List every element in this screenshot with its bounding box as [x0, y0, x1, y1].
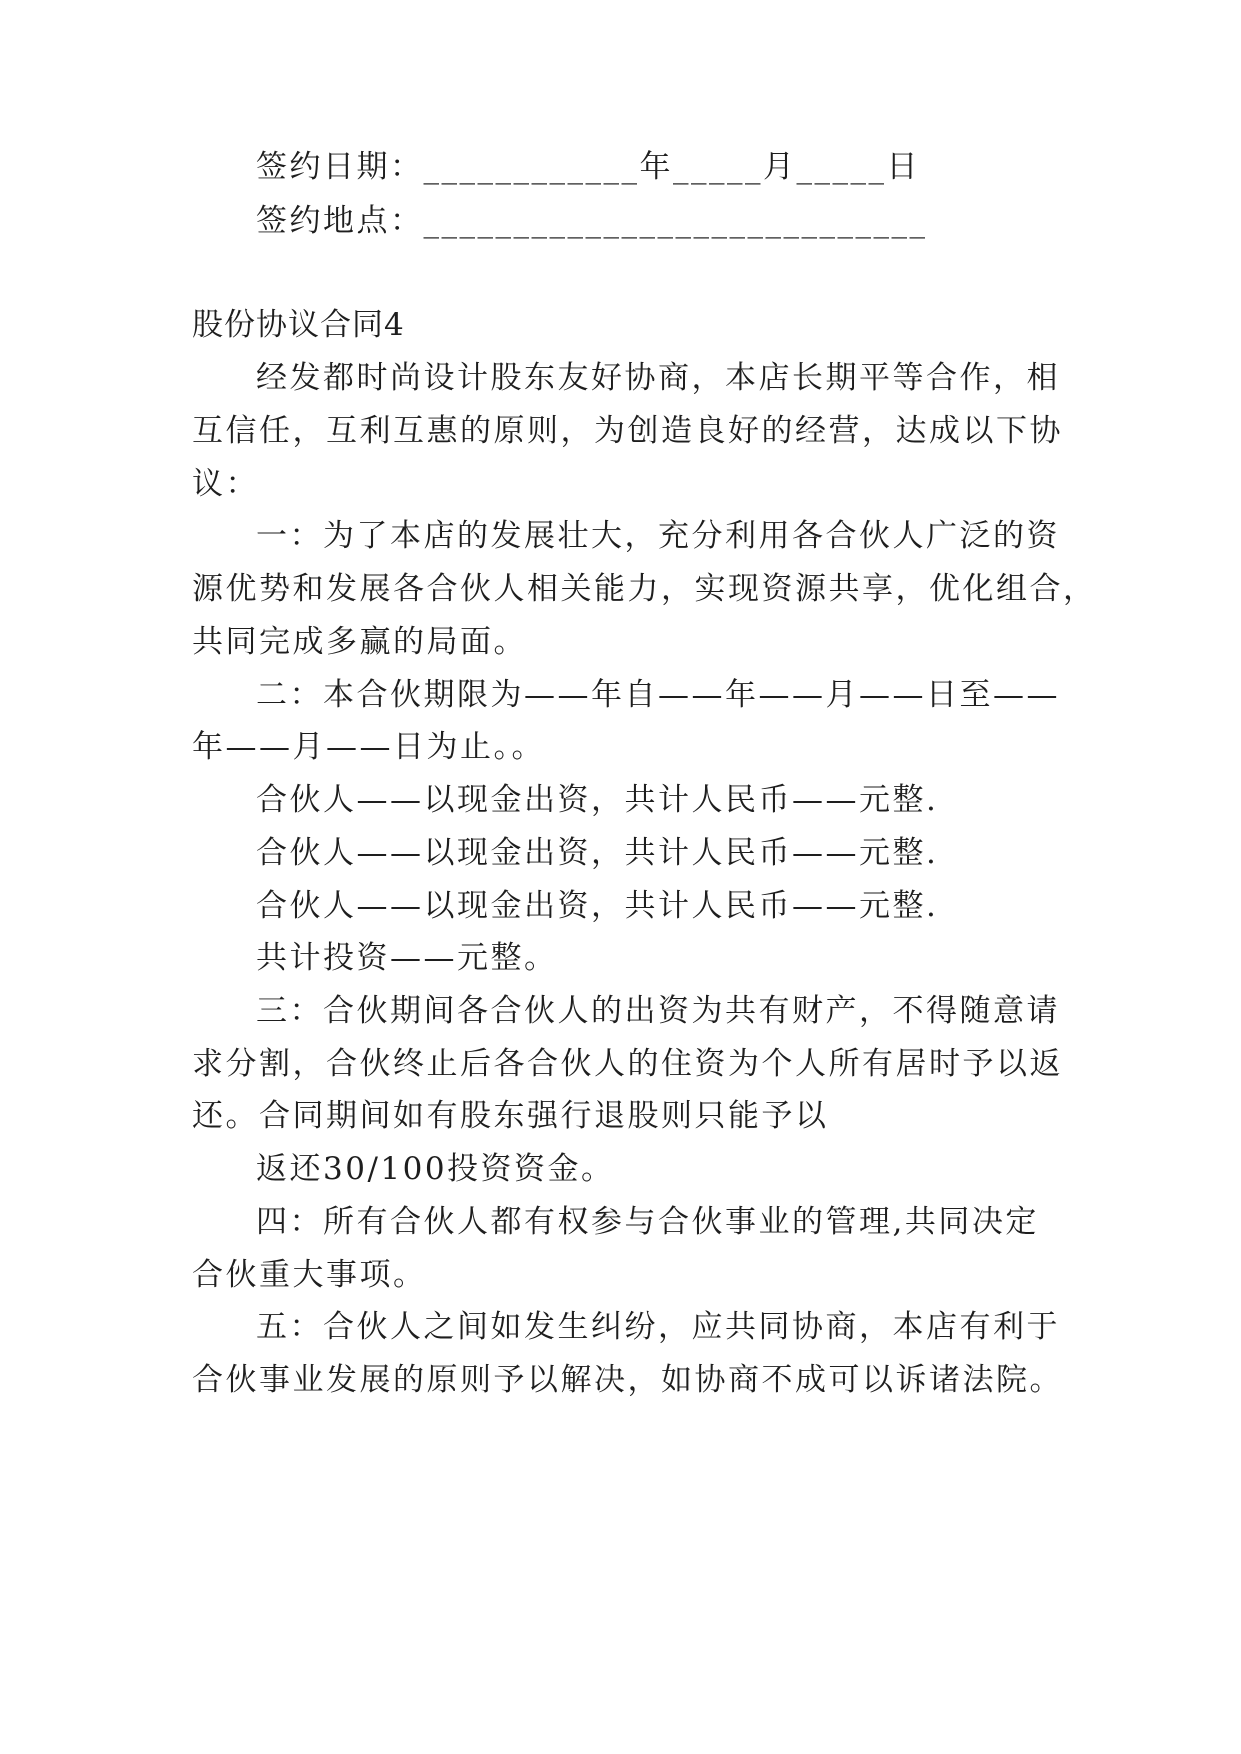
- paragraph-line: 四：所有合伙人都有权参与合伙事业的管理,共同决定: [256, 1204, 1039, 1240]
- paragraph-line: 合伙重大事项。: [192, 1257, 427, 1293]
- paragraph-line: 共计投资——元整。: [256, 940, 558, 976]
- paragraph-line: 求分割，合伙终止后各合伙人的住资为个人所有居时予以返: [192, 1046, 1063, 1082]
- paragraph-line: 三：合伙期间各合伙人的出资为共有财产，不得随意请: [256, 993, 1060, 1029]
- paragraph-line: 经发都时尚设计股东友好协商，本店长期平等合作，相: [256, 360, 1060, 396]
- paragraph-line: 议：: [192, 466, 259, 502]
- paragraph-line: 一：为了本店的发展壮大，充分利用各合伙人广泛的资: [256, 518, 1060, 554]
- paragraph-line: 合伙人——以现金出资，共计人民币——元整.: [256, 782, 939, 818]
- paragraph-line: 返还30/100投资资金。: [256, 1151, 615, 1187]
- paragraph-line: 还。合同期间如有股东强行退股则只能予以: [192, 1098, 829, 1134]
- paragraph-line: 源优势和发展各合伙人相关能力，实现资源共享，优化组合，: [192, 571, 1097, 607]
- paragraph-line: 共同完成多赢的局面。: [192, 624, 527, 660]
- signing-place-line: 签约地点：____________________________: [256, 203, 928, 239]
- section-title: 股份协议合同4: [192, 307, 405, 343]
- paragraph-line: 二：本合伙期限为——年自——年——月——日至——: [256, 677, 1060, 713]
- paragraph-line: 合伙人——以现金出资，共计人民币——元整.: [256, 888, 939, 924]
- paragraph-line: 合伙人——以现金出资，共计人民币——元整.: [256, 835, 939, 871]
- paragraph-line: 五：合伙人之间如发生纠纷，应共同协商，本店有利于: [256, 1309, 1060, 1345]
- paragraph-line: 互信任，互利互惠的原则，为创造良好的经营，达成以下协: [192, 413, 1063, 449]
- signing-date-line: 签约日期：____________年_____月_____日: [256, 149, 920, 185]
- paragraph-line: 年——月——日为止。。: [192, 729, 545, 765]
- paragraph-line: 合伙事业发展的原则予以解决，如协商不成可以诉诸法院。: [192, 1362, 1063, 1398]
